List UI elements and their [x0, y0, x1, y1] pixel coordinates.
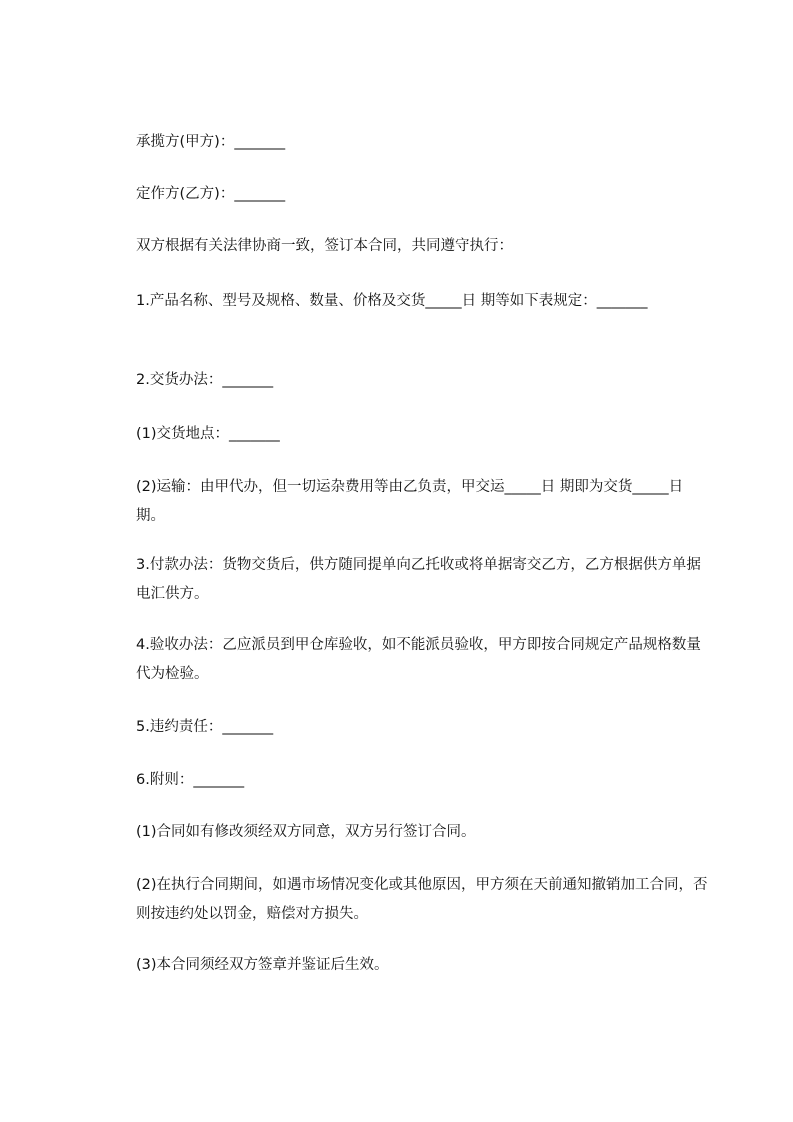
paragraph-clause-6-2: (2)在执行合同期间，如遇市场情况变化或其他原因，甲方须在天前通知撤销加工合同，否则按违约处以罚金，赔偿对方损失。	[136, 877, 708, 922]
paragraph-clause-2-2: (2)运输：由甲代办，但一切运杂费用等由乙负责，甲交运_____日 期即为交货_____日 期。	[136, 479, 684, 524]
paragraph-contractor: 承揽方(甲方)：_______	[136, 134, 286, 150]
paragraph-preamble: 双方根据有关法律协商一致，签订本合同，共同遵守执行：	[136, 238, 513, 254]
paragraph-clause-2: 2.交货办法：_______	[136, 372, 274, 388]
paragraph-clause-4: 4.验收办法：乙应派员到甲仓库验收，如不能派员验收，甲方即按合同规定产品规格数量代为检验。	[136, 637, 701, 682]
paragraph-clause-6-1: (1)合同如有修改须经双方同意，双方另行签订合同。	[136, 824, 476, 840]
paragraph-clause-3: 3.付款办法：货物交货后，供方随同提单向乙托收或将单据寄交乙方，乙方根据供方单据电汇供方。	[136, 557, 701, 602]
paragraph-orderer: 定作方(乙方)：_______	[136, 186, 286, 202]
paragraph-clause-6: 6.附则：_______	[136, 772, 245, 788]
paragraph-clause-1: 1.产品名称、型号及规格、数量、价格及交货_____日 期等如下表规定：_______	[136, 293, 648, 309]
paragraph-clause-5: 5.违约责任：_______	[136, 719, 274, 735]
paragraph-clause-6-3: (3)本合同须经双方签章并鉴证后生效。	[136, 957, 389, 973]
paragraph-clause-2-1: (1)交货地点：_______	[136, 426, 280, 442]
